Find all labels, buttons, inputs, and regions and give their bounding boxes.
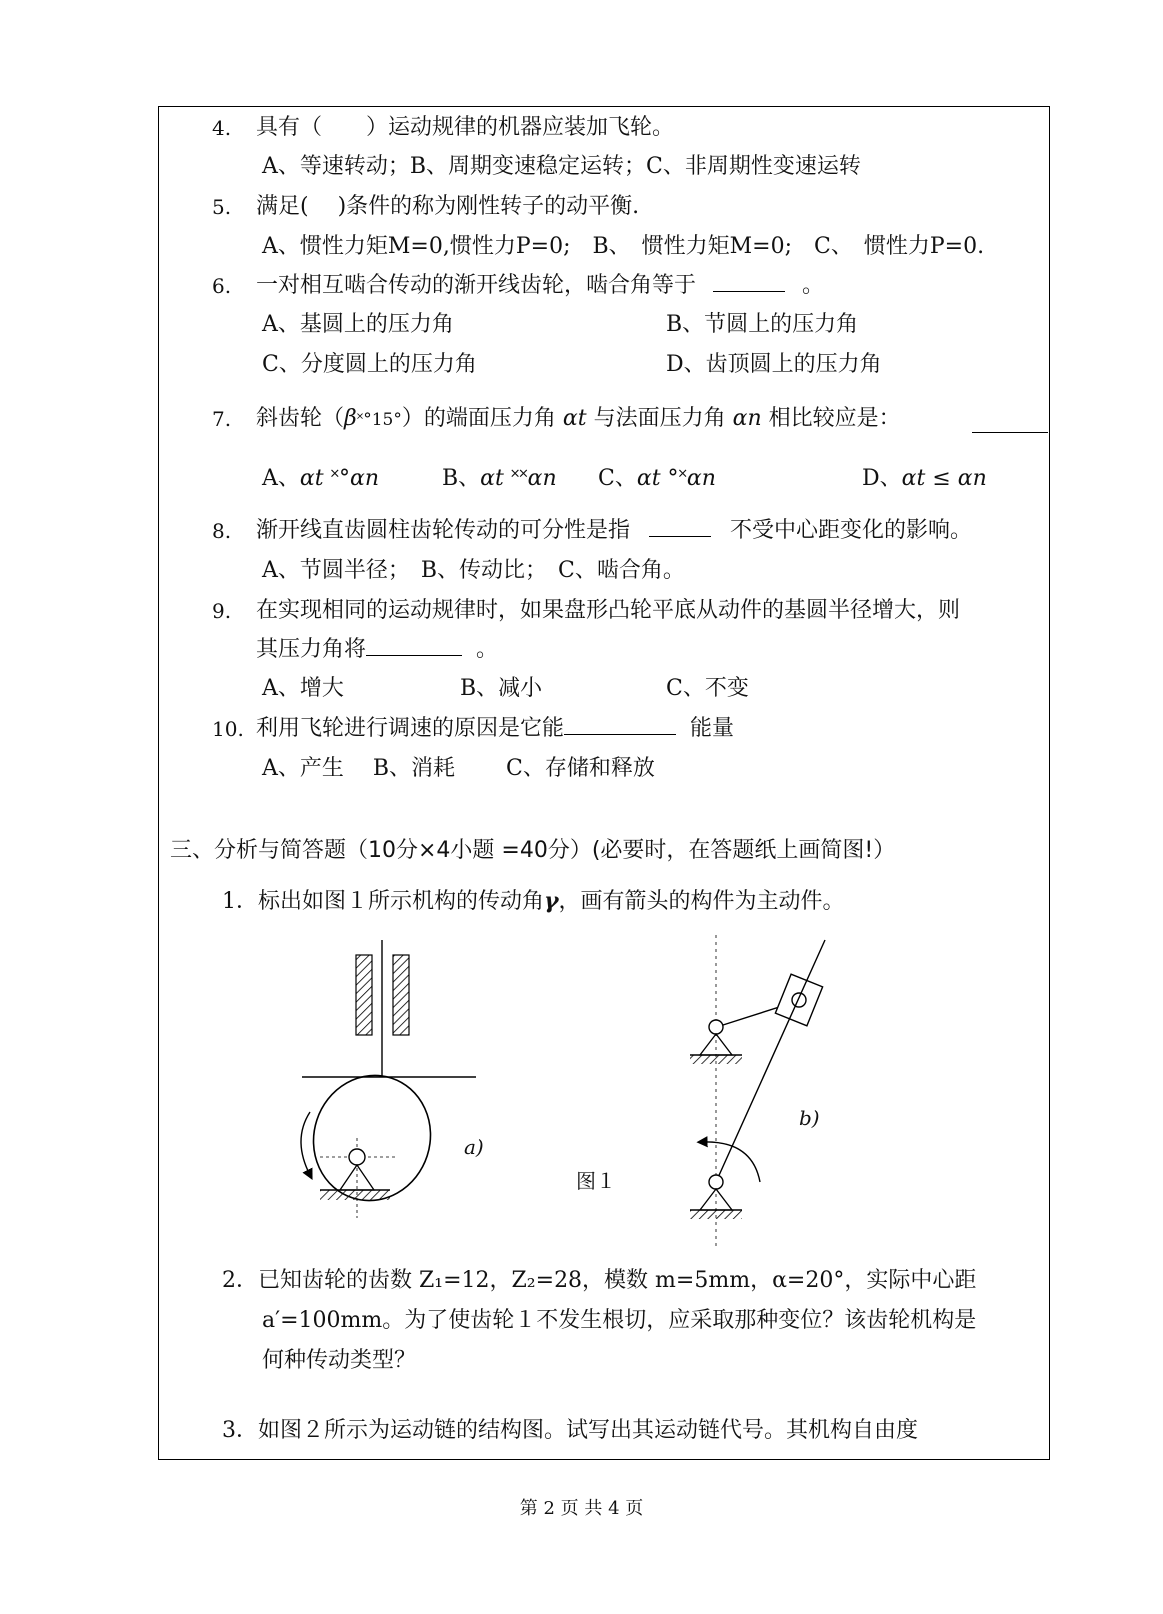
q4-options: A、等速转动；B、周期变速稳定运转；C、非周期性变速运转 — [262, 154, 861, 179]
q6-option-c: C、分度圆上的压力角 — [262, 352, 477, 377]
q5-number: 5. — [212, 195, 232, 219]
q7-option-c-label: C、 — [598, 466, 637, 491]
q7-text-c: 与法面压力角 — [593, 406, 726, 431]
q7-option-b-label: B、 — [442, 466, 481, 491]
q9-option-b: B、减小 — [460, 676, 543, 701]
s3-problem2-line1: 2．已知齿轮的齿数 Z₁=12，Z₂=28，模数 m=5mm，α=20°，实际中心距 — [222, 1268, 977, 1293]
q8-number: 8. — [212, 519, 232, 543]
q7-option-a-label: A、 — [262, 466, 300, 491]
q7-option-a-expr: αt ˟°αn — [299, 466, 380, 491]
figure-a-label: a) — [464, 1135, 484, 1159]
q7-text-d: 相比较应是： — [768, 406, 901, 431]
q8-options: A、节圆半径； B、传动比； C、啮合角。 — [262, 558, 685, 583]
ground-lower-hatch — [690, 1210, 742, 1219]
q8-text-b: 不受中心距变化的影响。 — [730, 518, 973, 543]
q5-options: A、惯性力矩M=0,惯性力P=0; B、 惯性力矩M=0; C、 惯性力P=0. — [262, 234, 985, 259]
q7-option-b-expr: αt ˟˟αn — [480, 466, 557, 491]
q10-number: 10. — [212, 717, 244, 741]
pivot-lower — [709, 1175, 723, 1189]
pivot-upper — [709, 1020, 723, 1034]
figure-b-linkage — [690, 935, 825, 1250]
q9-text-line1: 在实现相同的运动规律时，如果盘形凸轮平底从动件的基圆半径增大，则 — [256, 598, 961, 623]
q4-text: 具有（ ）运动规律的机器应装加飞轮。 — [256, 115, 675, 140]
q7-option-d-label: D、 — [862, 466, 902, 491]
q9-text-line2a: 其压力角将 — [256, 637, 367, 662]
q7-beta: β — [344, 406, 357, 431]
s3-problem1-gamma: γ — [544, 888, 559, 914]
q10-text-a: 利用飞轮进行调速的原因是它能 — [256, 716, 565, 741]
q8-text-a: 渐开线直齿圆柱齿轮传动的可分性是指 — [256, 518, 631, 543]
q4-number: 4. — [212, 116, 232, 140]
support-upper — [700, 1034, 732, 1055]
q7-option-c-expr: αt °˟αn — [636, 466, 716, 491]
s3-problem2-line2: a′=100mm。为了使齿轮１不发生根切，应采取那种变位？该齿轮机构是 — [262, 1308, 977, 1333]
q9-text-line2b: 。 — [476, 637, 499, 662]
q7-text-a: 斜齿轮（ — [256, 406, 345, 431]
q9-number: 9. — [212, 599, 232, 623]
q6-text-a: 一对相互啮合传动的渐开线齿轮，啮合角等于 — [256, 273, 697, 298]
support-lower — [700, 1189, 732, 1210]
s3-problem2-line3: 何种传动类型？ — [262, 1348, 417, 1373]
section3-title: 三、分析与简答题（10分×4小题 =40分）(必要时，在答题纸上画简图!） — [170, 838, 896, 863]
q10-text-b: 能量 — [690, 716, 735, 741]
figure-a-cam-mechanism — [297, 940, 476, 1218]
q6-option-a: A、基圆上的压力角 — [262, 312, 454, 337]
q7-alpha-n: αn — [732, 406, 762, 431]
q7-option-d-expr: αt ≤ αn — [901, 466, 987, 491]
ground-upper-hatch — [690, 1055, 742, 1064]
q7-alpha-t: αt — [562, 406, 587, 431]
q6-option-b: B、节圆上的压力角 — [666, 312, 859, 337]
cam-pivot — [349, 1149, 365, 1165]
q7-text-b: ）的端面压力角 — [401, 406, 556, 431]
figure-b-label: b) — [799, 1106, 820, 1130]
q9-option-a: A、增大 — [262, 676, 344, 701]
q10-options: A、产生 B、消耗 C、存储和释放 — [262, 756, 655, 781]
guide-left — [356, 955, 372, 1035]
page-footer: 第 2 页 共 4 页 — [519, 1498, 644, 1519]
q9-option-c: C、不变 — [666, 676, 749, 701]
q5-text: 满足( )条件的称为刚性转子的动平衡. — [256, 194, 640, 219]
q6-number: 6. — [212, 274, 232, 298]
s3-problem1-a: 1．标出如图１所示机构的传动角 — [222, 889, 544, 914]
q7-condition: ˟°15° — [356, 410, 402, 430]
figure-caption: 图１ — [576, 1169, 616, 1193]
q6-option-d: D、齿顶圆上的压力角 — [666, 352, 882, 377]
s3-problem1-b: ，画有箭头的构件为主动件。 — [558, 889, 845, 914]
s3-problem3-line1: 3．如图２所示为运动链的结构图。试写出其运动链代号。其机构自由度 — [222, 1418, 918, 1443]
q6-text-b: 。 — [802, 273, 825, 298]
q7-number: 7. — [212, 407, 232, 431]
guide-right — [393, 955, 409, 1035]
cam-rotation-arrow — [301, 1112, 310, 1175]
slider-pin — [792, 993, 806, 1007]
cam-ground-hatch — [320, 1190, 390, 1200]
